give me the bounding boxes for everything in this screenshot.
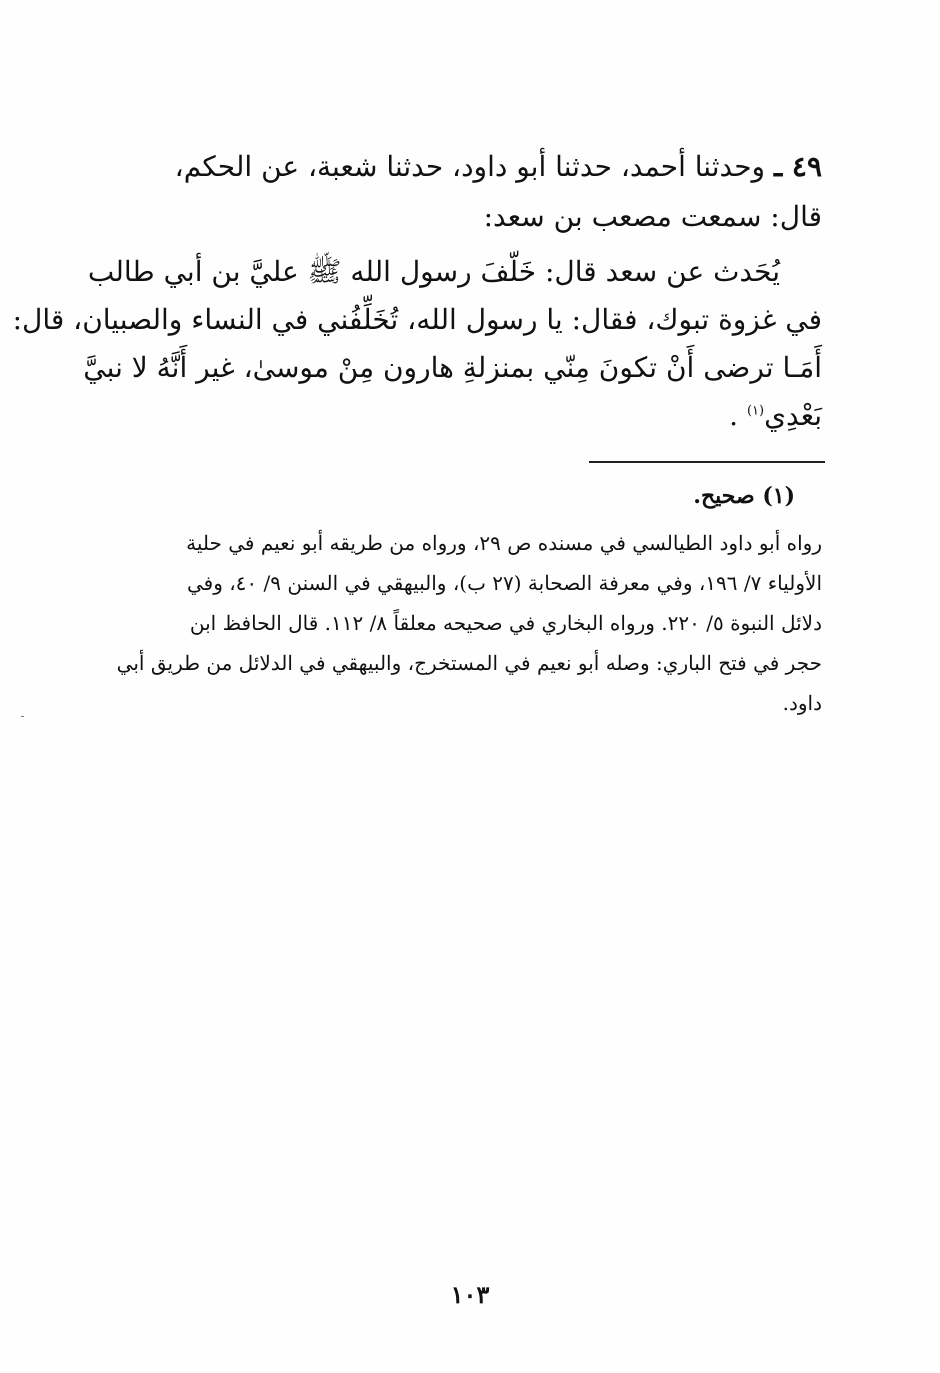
hadith-body-line-1: يُحَدث عن سعد قال: خَلّفَ رسول الله ﷺ عليَّ بن أبي طالب <box>87 255 780 288</box>
hadith-body-final-word: بَعْدِي <box>764 399 822 432</box>
hadith-header-line-2: قال: سمعت مصعب بن سعد: <box>483 200 822 233</box>
footnote-text <box>116 523 822 723</box>
scan-mark <box>21 716 24 717</box>
footnote-line-5: داود. <box>782 691 822 715</box>
hadith-chain-text-1: وحدثنا أحمد، حدثنا أبو داود، حدثنا شعبة، عن الحكم، <box>174 150 766 183</box>
hadith-body-line-3: أَمَـا ترضى أَنْ تكونَ مِنّي بمنزلةِ هارون مِنْ موسىٰ، غير أَنَّهُ لا نبيَّ <box>83 351 822 384</box>
footnote-line-2: الأولياء ٧/ ١٩٦، وفي معرفة الصحابة (٢٧ ب)، والبيهقي في السنن ٩/ ٤٠، وفي <box>186 571 822 595</box>
footnote-reference: (١) <box>746 403 765 419</box>
footnote-separator <box>589 461 825 463</box>
footnote-line-3: دلائل النبوة ٥/ ٢٢٠. ورواه البخاري في صحيحه معلقاً ٨/ ١١٢. قال الحافظ ابن <box>189 611 822 635</box>
footnote-line-4: حجر في فتح الباري: وصله أبو نعيم في المستخرج، والبيهقي في الدلائل من طريق أبي <box>116 651 822 675</box>
hadith-body-line-4 <box>122 392 822 440</box>
hadith-body-line-2: في غزوة تبوك، فقال: يا رسول الله، تُخَلِّفُني في النساء والصبيان، قال: <box>12 303 822 336</box>
footnote-line-1: رواه أبو داود الطيالسي في مسنده ص ٢٩، ورواه من طريقه أبو نعيم في حلية <box>186 531 822 555</box>
hadith-header <box>122 142 822 242</box>
hadith-header-line-1 <box>122 142 822 192</box>
hadith-number: ٤٩ ـ <box>773 150 822 183</box>
hadith-ending-punctuation: . <box>729 399 739 432</box>
footnote-label: (١) صحيح. <box>693 483 795 509</box>
page-number: ١٠٣ <box>450 1280 490 1309</box>
hadith-body <box>12 248 822 440</box>
